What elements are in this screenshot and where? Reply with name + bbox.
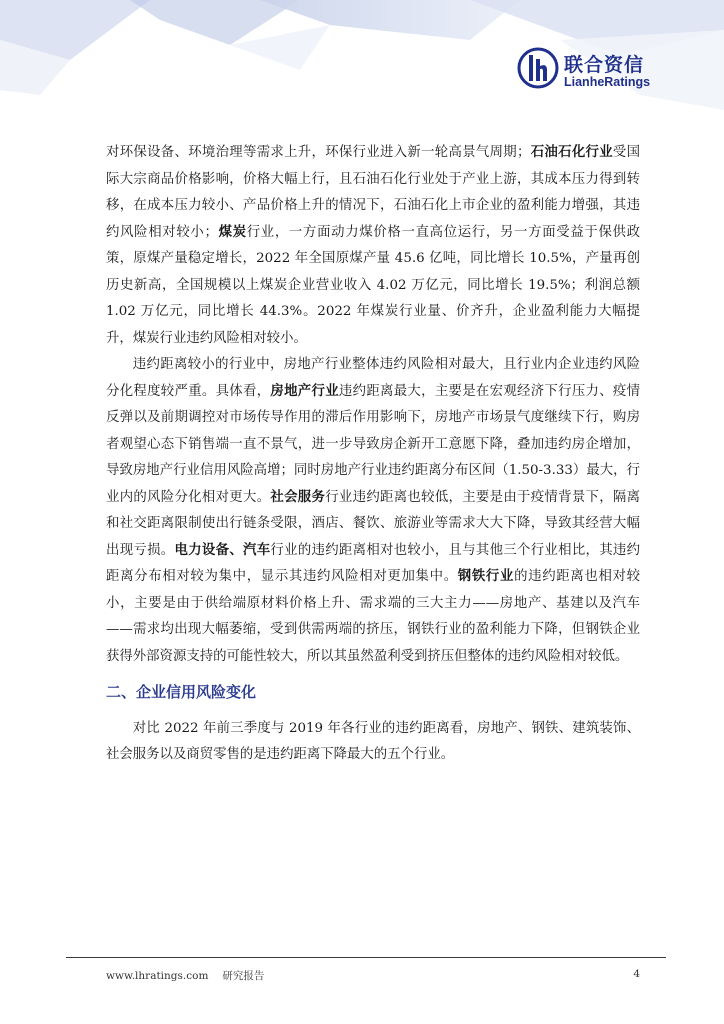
header-banner xyxy=(0,0,724,120)
logo-english-name: LianheRatings xyxy=(564,75,651,89)
text-run: 违约距离较小的行业中，房地产行业整体违约风险相对最大，且行业内企业违约风险分化程度较严重。具体看， xyxy=(106,357,640,399)
bold-run: 社会服务 xyxy=(270,489,326,505)
text-run: 受国际大宗商品价格影响，价格大幅上行，且石油石化行业处于产业上游，其成本压力得到转移，在成本压力较小、产品价格上升的情况下，石油石化上市企业的盈利能力增强，其违约风险相对较小； xyxy=(106,145,641,240)
paragraph-risk-change xyxy=(106,716,640,769)
text-run: 对环保设备、环境治理等需求上升，环保行业进入新一轮高景气周期； xyxy=(106,145,531,160)
section-title: 二、企业信用风险变化 xyxy=(106,683,257,701)
text-run: 行业，一方面动力煤价格一直高位运行，另一方面受益于保供政策，原煤产量稳定增长，2022 年全国原煤产量 45.6 亿吨，同比增长 10.5%，产量再创历史新高，全国规模以上煤炭企业营业收入 4.02 万亿元，同比增长 19.5%；利润总额 1.02 万亿元，同比增长 44.3%。2022 年煤炭行业量、价齐升，企业盈利能力大幅提升，煤炭行业违约风险相对较小。 xyxy=(106,224,641,346)
company-logo xyxy=(516,50,651,94)
bold-run: 房地产行业 xyxy=(270,383,339,399)
text-run: 行业违约距离也较低，主要是由于疫情背景下，隔离和社交距离限制使出行链条受限，酒店、餐饮、旅游业等需求大大下降，导致其经营大幅出现亏损。 xyxy=(106,489,641,558)
paragraph-industry-risk-high xyxy=(106,352,640,670)
footer-divider xyxy=(66,957,666,958)
bold-run: 电力设备、汽车 xyxy=(174,542,271,558)
bold-run: 煤炭 xyxy=(217,224,247,240)
bold-run: 石油石化行业 xyxy=(530,145,613,160)
logo-chinese-name: 联合资信 xyxy=(564,54,645,76)
page-number: 4 xyxy=(633,968,640,980)
paragraph-industry-risk-low xyxy=(106,140,640,352)
text-run: 的违约距离也相对较小，主要是由于供给端原材料价格上升、需求端的三大主力——房地产、基建以及汽车——需求均出现大幅萎缩，受到供需两端的挤压，钢铁行业的盈利能力下降，但钢铁企业获得外部资源支持的可能性较大，所以其虽然盈利受到挤压但整体的违约风险相对较低。 xyxy=(106,569,641,664)
text-run: 行业的违约距离相对也较小，且与其他三个行业相比，其违约距离分布相对较为集中，显示其违约风险相对更加集中。 xyxy=(106,542,641,584)
footer-doc-type: 研究报告 xyxy=(222,970,265,982)
footer-info xyxy=(106,968,278,983)
document-body xyxy=(106,140,640,769)
bold-run: 钢铁行业 xyxy=(457,569,515,584)
text-run: 违约距离最大，主要是在宏观经济下行压力、疫情反弹以及前期调控对市场传导作用的滞后作用影响下，房地产市场景气度继续下行，购房者观望心态下销售端一直不景气，进一步导致房企新开工意愿下降，叠加违约房企增加，导致房地产行业信用风险高增；同时房地产行业违约距离分布区间（1.50-3.33）最大，行业内的风险分化相对更大。 xyxy=(106,383,641,505)
footer-website: www.lhratings.com xyxy=(106,970,209,982)
text-run: 对比 2022 年前三季度与 2019 年各行业的违约距离看，房地产、钢铁、建筑装饰、社会服务以及商贸零售的是违约距离下降最大的五个行业。 xyxy=(106,720,640,762)
lianhe-logo-icon xyxy=(516,46,560,90)
